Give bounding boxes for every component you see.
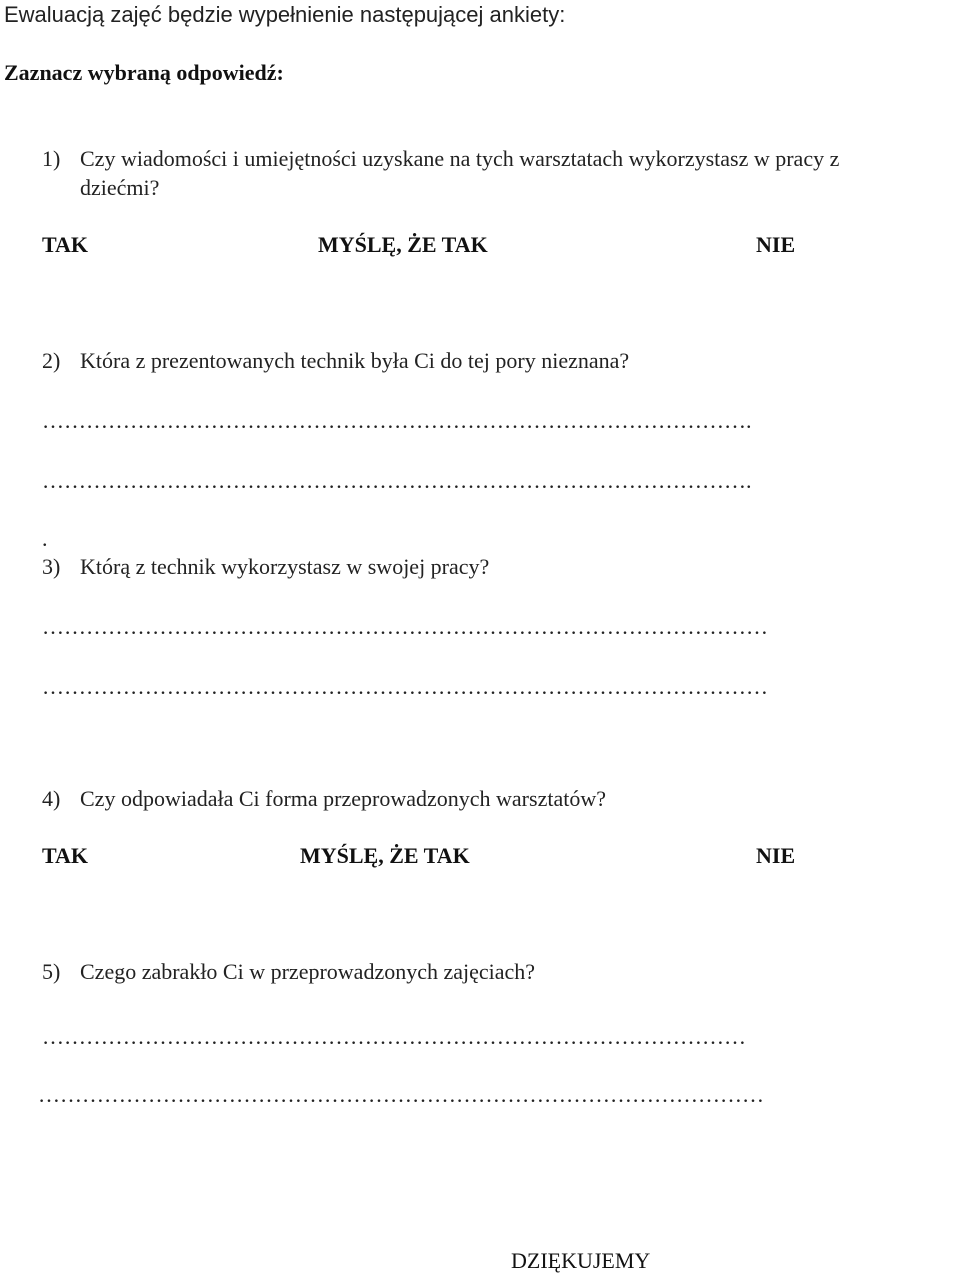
answer-line[interactable]: ……………………………………………………………………………………: [42, 1024, 746, 1049]
answer-line[interactable]: ………………………………………………………………………………………: [42, 614, 768, 639]
closing-thanks: DZIĘKUJEMY: [511, 1248, 651, 1273]
question-4: [0, 786, 960, 816]
answer-option-tak[interactable]: TAK: [42, 232, 89, 257]
question-1-continuation: dziećmi?: [80, 175, 160, 200]
question-text: Czego zabrakło Ci w przeprowadzonych zajęciach?: [80, 959, 536, 984]
answer-option-tak[interactable]: TAK: [42, 843, 89, 868]
answer-option-mysle-ze-tak[interactable]: MYŚLĘ, ŻE TAK: [318, 232, 488, 257]
question-1: [0, 146, 960, 176]
answer-line[interactable]: …………………………………………………………………………………….: [42, 408, 752, 433]
answer-line[interactable]: ………………………………………………………………………………………: [42, 674, 768, 699]
answer-line[interactable]: ………………………………………………………………………………………: [38, 1082, 764, 1107]
question-number: 1): [42, 146, 61, 171]
question-5: [0, 959, 960, 989]
question-number: 2): [42, 348, 61, 373]
answer-option-nie[interactable]: NIE: [756, 843, 796, 868]
question-3: [0, 554, 960, 584]
stray-dot: .: [42, 526, 48, 551]
survey-intro: Ewaluacją zajęć będzie wypełnienie następującej ankiety:: [4, 2, 566, 27]
question-text: Czy odpowiadała Ci forma przeprowadzonych warsztatów?: [80, 786, 606, 811]
question-text: Czy wiadomości i umiejętności uzyskane na tych warsztatach wykorzystasz w pracy z: [80, 146, 840, 171]
answer-option-mysle-ze-tak[interactable]: MYŚLĘ, ŻE TAK: [300, 843, 470, 868]
question-number: 4): [42, 786, 61, 811]
question-text: Którą z technik wykorzystasz w swojej pracy?: [80, 554, 490, 579]
question-number: 5): [42, 959, 61, 984]
answer-line[interactable]: …………………………………………………………………………………….: [42, 468, 752, 493]
question-number: 3): [42, 554, 61, 579]
question-2: [0, 348, 960, 378]
answer-option-nie[interactable]: NIE: [756, 232, 796, 257]
question-text: Która z prezentowanych technik była Ci do tej pory nieznana?: [80, 348, 630, 373]
instruction-heading: Zaznacz wybraną odpowiedź:: [4, 60, 284, 85]
